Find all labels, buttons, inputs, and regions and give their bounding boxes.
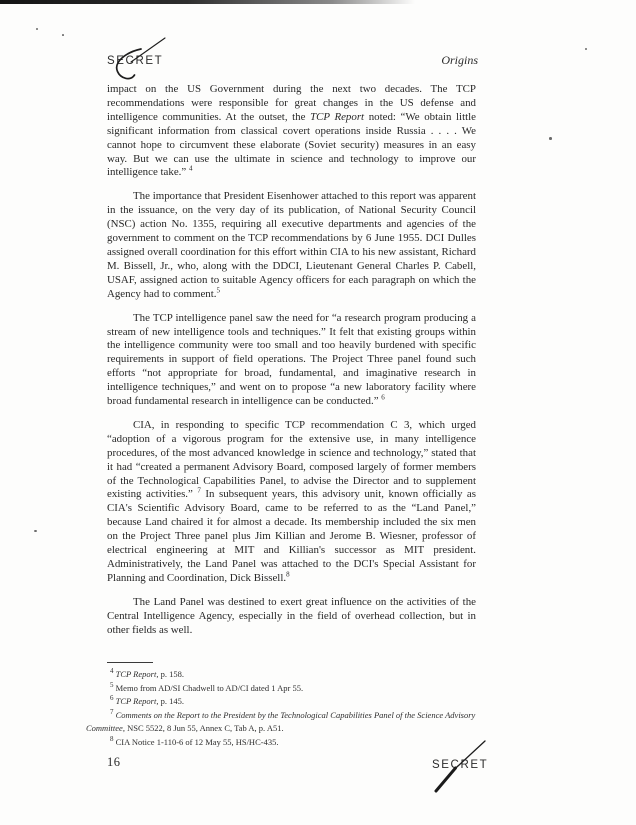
text-run: , p. 145. <box>156 696 184 707</box>
text-run: impact on the US Government during the next two decades. The TCP recommendations were responsible for great changes in the US defense and intelligence communities. At the outset, the <box>107 83 476 123</box>
footnote-number: 5 <box>110 680 114 689</box>
footer-classification-stamp: SECRET <box>432 759 489 771</box>
footnote-number: 6 <box>110 694 114 703</box>
footnote-marker: 4 <box>188 164 193 173</box>
text-run: CIA, in responding to specific TCP recommendation C 3, which urged “adoption of a vigorous program for the extensive use, in many intelligence procedures, of the most advanced knowledge in science and technology,” stated that it had “created a permanent Advisory Board, composed largely of former members of the Technological Capabilities Panel, to advise the Director and to supplement existing activities.” <box>107 418 476 501</box>
paragraph <box>107 312 476 409</box>
running-title: Origins <box>441 53 478 67</box>
paragraph <box>107 419 476 586</box>
italic-text-run: TCP Report <box>115 696 157 707</box>
footnote <box>86 682 476 696</box>
footnote <box>86 709 476 736</box>
body-text <box>107 83 476 648</box>
paragraph <box>107 596 476 638</box>
footnote <box>86 695 476 709</box>
scan-speck <box>34 530 37 532</box>
italic-text-run: TCP Report <box>115 669 157 679</box>
footnotes-list <box>86 668 476 750</box>
text-run: The Land Panel was destined to exert great influence on the activities of the Central Intelligence Agency, especially in the field of overhead collection, but in other fields as well. <box>107 595 476 636</box>
text-run: noted: “We obtain little significant information from classical covert operations inside Russia . . . . We cannot hope to circumvent these elaborate (Soviet security) measures in an easy way. But we can use the ultimate in science and technology to improve our intelligence take.” <box>107 110 476 179</box>
footnote-number: 8 <box>110 735 114 744</box>
text-run: Memo from AD/SI Chadwell to AD/CI dated 1 Apr 55. <box>115 682 304 693</box>
scan-artifact-band <box>0 0 415 4</box>
paragraph <box>107 83 476 180</box>
scan-speck <box>36 28 38 30</box>
italic-text-run: Comments on the Report to the President by the Technological Capabilities Panel of the Science Advisory Committee <box>86 709 476 734</box>
bottom-strike-tail-icon <box>436 768 456 791</box>
paragraph <box>107 190 476 301</box>
page-number: 16 <box>107 755 121 769</box>
footnote-marker: 6 <box>381 393 385 402</box>
scan-speck <box>549 137 552 140</box>
text-run: , NSC 5522, 8 Jun 55, Annex C, Tab A, p. A51. <box>122 723 284 734</box>
footnote-marker: 7 <box>197 486 201 495</box>
scan-speck <box>62 34 64 36</box>
text-run: , p. 158. <box>156 669 184 679</box>
text-run: The importance that President Eisenhower attached to this report was apparent in the issuance, on the very day of its publication, of National Security Council (NSC) action No. 1355, requiring all executive departments and agencies of the government to comment on the TCP recommendations by 6 June 1955. DCI Dulles assigned overall coordination for this effort within CIA to his new assistant, Richard M. Bissell, Jr., who, along with the DDCI, Lieutenant General Charles P. Cabell, USAF, assigned action to suitable Agency officers for each paragraph on which the Agency had to comment. <box>107 190 476 300</box>
footnote <box>86 736 476 750</box>
footnote-number: 7 <box>110 707 114 716</box>
footnote-rule <box>107 662 153 663</box>
italic-text-run: TCP Report <box>310 110 365 123</box>
footnote <box>86 668 476 682</box>
scan-speck <box>585 48 587 50</box>
footnote-marker: 8 <box>286 570 290 579</box>
text-run: In subsequent years, this advisory unit, known officially as CIA's Scientific Advisory Board, came to be referred to as the “Land Panel,” because Land chaired it for almost a decade. Its membership included the six men on the Project Three panel plus Jim Killian and Jerome B. Wiesner, professor of electrical engineering at MIT and Killian's successor as MIT president. Administratively, the Land Panel was attached to the DCI's Special Assistant for Planning and Coordination, Dick Bissell. <box>107 488 476 584</box>
header-classification-stamp: SECRET <box>107 55 164 67</box>
footnote-number: 4 <box>110 667 114 676</box>
footnote-marker: 5 <box>216 286 220 295</box>
text-run: The TCP intelligence panel saw the need for “a research program producing a stream of new intelligence tools and techniques.” It felt that existing groups within the intelligence community were too small and too heavily burdened with specific requirements in support of field operations. The Project Three panel found such efforts “not appropriate for broad, fundamental, and imaginative research in intelligence techniques,” and went on to propose “a new laboratory facility where broad fundamental research in intelligence can be conducted.” <box>107 311 476 408</box>
text-run: CIA Notice 1-110-6 of 12 May 55, HS/HC-435. <box>115 736 279 747</box>
